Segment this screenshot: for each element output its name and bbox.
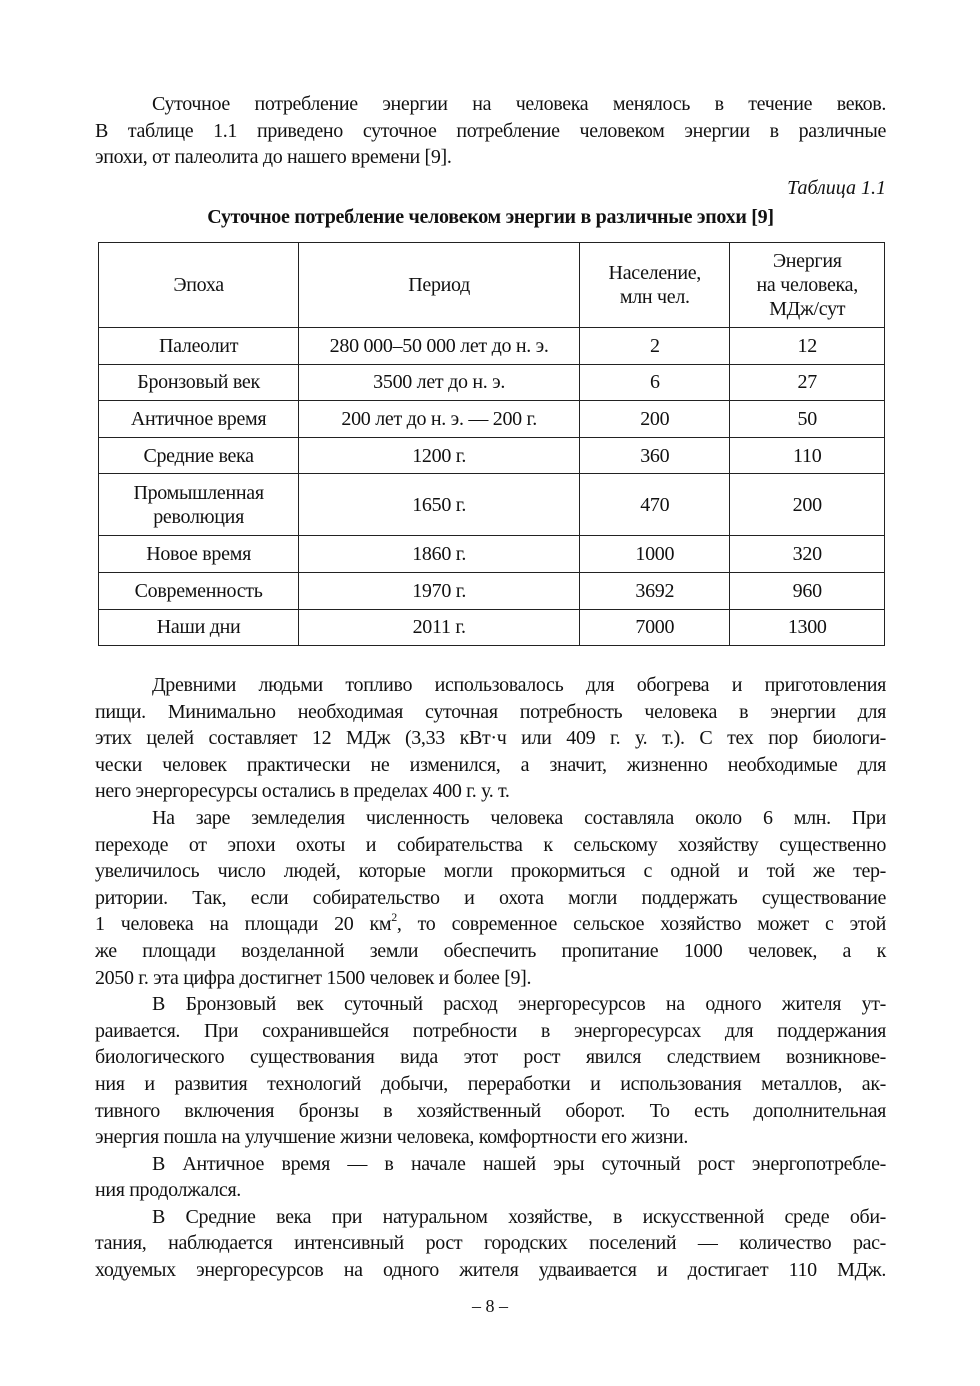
line-text: Древними людьми топливо использовалось для обогрева и приготовления xyxy=(152,674,886,696)
table-cell: 200 xyxy=(730,474,885,536)
line-text: эпохи, от палеолита до нашего времени [9]. xyxy=(95,146,452,169)
text-line xyxy=(95,858,886,885)
line-text: этих целей составляет 12 МДж (3,33 кВт·ч или 409 г. у. т.). С тех пор биологи- xyxy=(95,727,886,750)
line-text: ходуемых энергоресурсов на одного жителя удваивается и достигает 110 МДж. xyxy=(95,1259,886,1282)
column-header: Период xyxy=(299,243,580,328)
table-cell: Палеолит xyxy=(99,328,299,365)
energy-consumption-table xyxy=(98,242,885,646)
text-line xyxy=(95,1124,886,1151)
text-line xyxy=(95,805,886,832)
line-text: энергия пошла на улучшение жизни человека, комфортности его жизни. xyxy=(95,1126,689,1149)
column-header: Население, млн чел. xyxy=(580,243,730,328)
line-text: В таблице 1.1 приведено суточное потребление человеком энергии в различные xyxy=(95,119,886,142)
line-text: же площади возделанной земли обеспечить пропитание 1000 человек, а к xyxy=(95,939,886,962)
superscript: 2 xyxy=(391,910,397,925)
table-cell: 1650 г. xyxy=(299,474,580,536)
page-number: – 8 – xyxy=(472,1296,508,1316)
text-line xyxy=(95,911,886,938)
intro-paragraph xyxy=(95,91,886,171)
table-row xyxy=(99,328,885,365)
line-text: пищи. Минимально необходимая суточная потребность человека в энергии для xyxy=(95,700,886,723)
text-line xyxy=(95,1257,886,1284)
table-cell: 200 xyxy=(580,401,730,438)
table-cell: 1300 xyxy=(730,609,885,646)
line-text: ния продолжался. xyxy=(95,1179,241,1202)
line-text: ритории. Так, если собирательство и охота могли поддержать существование xyxy=(95,886,886,909)
table-cell: 12 xyxy=(730,328,885,365)
table-header-row xyxy=(99,243,885,328)
table-cell: 360 xyxy=(580,437,730,474)
line-text: чески человек практически не изменился, а значит, жизненно необходимые для xyxy=(95,753,886,776)
text-line xyxy=(95,965,886,992)
table-cell: 2 xyxy=(580,328,730,365)
table-cell: 2011 г. xyxy=(299,609,580,646)
table-row xyxy=(99,474,885,536)
table-cell: Наши дни xyxy=(99,609,299,646)
line-text: тания, наблюдается интенсивный рост городских поселений — количество рас- xyxy=(95,1232,886,1255)
table-cell: 200 лет до н. э. — 200 г. xyxy=(299,401,580,438)
line-text: него энергоресурсы остались в пределах 400 г. у. т. xyxy=(95,780,510,803)
table-cell: 27 xyxy=(730,364,885,401)
text-line xyxy=(95,778,886,805)
text-line xyxy=(95,938,886,965)
table-cell: 320 xyxy=(730,536,885,573)
table-row xyxy=(99,364,885,401)
text-line xyxy=(95,1177,886,1204)
column-header: Эпоха xyxy=(99,243,299,328)
column-header: Энергия на человека, МДж/сут xyxy=(730,243,885,328)
table-cell: Промышленная революция xyxy=(99,474,299,536)
table-cell: 3692 xyxy=(580,572,730,609)
text-line xyxy=(95,1071,886,1098)
table-cell: 1860 г. xyxy=(299,536,580,573)
table-cell: 1970 г. xyxy=(299,572,580,609)
text-line xyxy=(95,991,886,1018)
line-text: , то современное сельское хозяйство может с этой xyxy=(396,913,886,936)
table-cell: Античное время xyxy=(99,401,299,438)
text-line xyxy=(95,752,886,779)
body-text xyxy=(95,672,886,1284)
line-text: увеличилось число людей, которые могли прокормиться с одной и той же тер- xyxy=(95,860,886,883)
text-line xyxy=(95,1151,886,1178)
text-line xyxy=(95,1044,886,1071)
table-cell: 110 xyxy=(730,437,885,474)
table-row xyxy=(99,401,885,438)
text-line xyxy=(95,1230,886,1257)
table-cell: 3500 лет до н. э. xyxy=(299,364,580,401)
line-text: На заре земледелия численность человека составляла около 6 млн. При xyxy=(152,806,886,829)
text-line xyxy=(95,91,886,118)
text-line xyxy=(95,672,886,699)
table-cell: 1200 г. xyxy=(299,437,580,474)
text-line xyxy=(95,1098,886,1125)
table-cell: Современность xyxy=(99,572,299,609)
table-label: Таблица 1.1 xyxy=(787,177,886,199)
line-text: тивного включения бронзы в хозяйственный оборот. То есть дополнительная xyxy=(95,1099,886,1122)
text-line xyxy=(95,885,886,912)
table-row xyxy=(99,437,885,474)
line-text: ния и развития технологий добычи, переработки и использования металлов, ак- xyxy=(95,1072,886,1095)
text-line xyxy=(95,144,886,171)
text-line xyxy=(95,725,886,752)
table-cell: 960 xyxy=(730,572,885,609)
line-text: переходе от эпохи охоты и собирательства к сельскому хозяйству существенно xyxy=(95,833,886,856)
table-cell: Новое время xyxy=(99,536,299,573)
table-caption: Суточное потребление человеком энергии в различные эпохи [9] xyxy=(207,206,774,228)
line-text: В Античное время — в начале нашей эры суточный рост энергопотребле- xyxy=(152,1152,886,1175)
line-text: раивается. При сохранившейся потребности в энергоресурсах для поддержания xyxy=(95,1019,886,1042)
table-cell: Средние века xyxy=(99,437,299,474)
table-cell: 280 000–50 000 лет до н. э. xyxy=(299,328,580,365)
text-line xyxy=(95,699,886,726)
line-text: В Бронзовый век суточный расход энергоресурсов на одного жителя ут- xyxy=(152,993,886,1016)
text-line xyxy=(95,118,886,145)
table-cell: 7000 xyxy=(580,609,730,646)
line-text: 2050 г. эта цифра достигнет 1500 человек и более [9]. xyxy=(95,966,532,989)
line-text: 1 человека на площади 20 км xyxy=(95,913,392,936)
table-cell: 6 xyxy=(580,364,730,401)
table-cell: 50 xyxy=(730,401,885,438)
line-text: В Средние века при натуральном хозяйстве, в искусственной среде оби- xyxy=(152,1205,886,1228)
line-text: Суточное потребление энергии на человека менялось в течение веков. xyxy=(152,93,886,115)
table-row xyxy=(99,609,885,646)
text-line xyxy=(95,1018,886,1045)
text-line xyxy=(95,1204,886,1231)
line-text: биологического существования вида этот рост явился следствием возникнове- xyxy=(95,1046,886,1069)
table-cell: 1000 xyxy=(580,536,730,573)
table-row xyxy=(99,572,885,609)
table-cell: 470 xyxy=(580,474,730,536)
text-line xyxy=(95,832,886,859)
table-cell: Бронзовый век xyxy=(99,364,299,401)
table-row xyxy=(99,536,885,573)
